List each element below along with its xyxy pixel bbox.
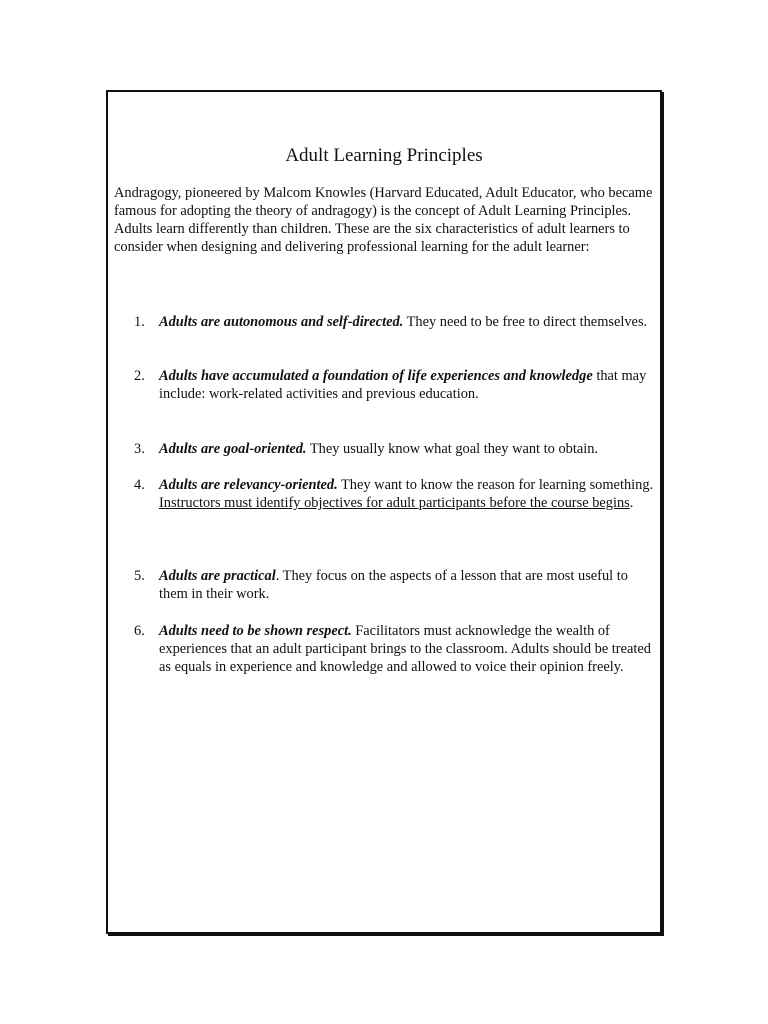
item-tail: . <box>629 495 634 511</box>
item-lead: Adults are autonomous and self-directed. <box>159 314 404 330</box>
item-body <box>159 476 654 512</box>
item-lead: Adults have accumulated a foundation of life experiences and knowledge <box>159 368 593 384</box>
item-emphasis: Instructors must identify objectives for adult participants before the course begins <box>159 495 630 511</box>
item-description: . They focus on the aspects of a lesson that are most useful to them in their work. <box>159 568 628 602</box>
item-body <box>159 622 654 676</box>
item-body <box>159 440 654 458</box>
item-lead: Adults need to be shown respect. <box>159 623 352 639</box>
document-page <box>106 90 662 934</box>
item-number: 2. <box>134 368 145 384</box>
document-title: Adult Learning Principles <box>285 145 483 166</box>
item-description: They want to know the reason for learning something. <box>337 477 654 493</box>
item-lead: Adults are goal-oriented. <box>159 441 307 457</box>
item-number: 5. <box>134 568 145 584</box>
item-description: that may include: work-related activities and previous education. <box>159 368 647 402</box>
item-body <box>159 567 654 603</box>
item-description: They need to be free to direct themselves. <box>403 314 648 330</box>
item-body <box>159 313 654 331</box>
item-lead: Adults are practical <box>159 568 276 584</box>
item-number: 4. <box>134 477 145 493</box>
item-lead: Adults are relevancy-oriented. <box>159 477 338 493</box>
item-description: Facilitators must acknowledge the wealth of experiences that an adult participant brings to the classroom. Adults should be treated as equals in experience and knowledge and allowed to voice their opinion freely. <box>159 623 651 675</box>
item-number: 1. <box>134 314 145 330</box>
intro-paragraph: Andragogy, pioneered by Malcom Knowles (Harvard Educated, Adult Educator, who became famous for adopting the theory of andragogy) is the concept of Adult Learning Principles. Adults learn differently than children. These are the six characteristics of adult learners to consider when designing and delivering professional learning for the adult learner: <box>114 185 653 255</box>
item-description: They usually know what goal they want to obtain. <box>306 441 599 457</box>
item-number: 3. <box>134 441 145 457</box>
item-body <box>159 367 654 403</box>
item-number: 6. <box>134 623 145 639</box>
